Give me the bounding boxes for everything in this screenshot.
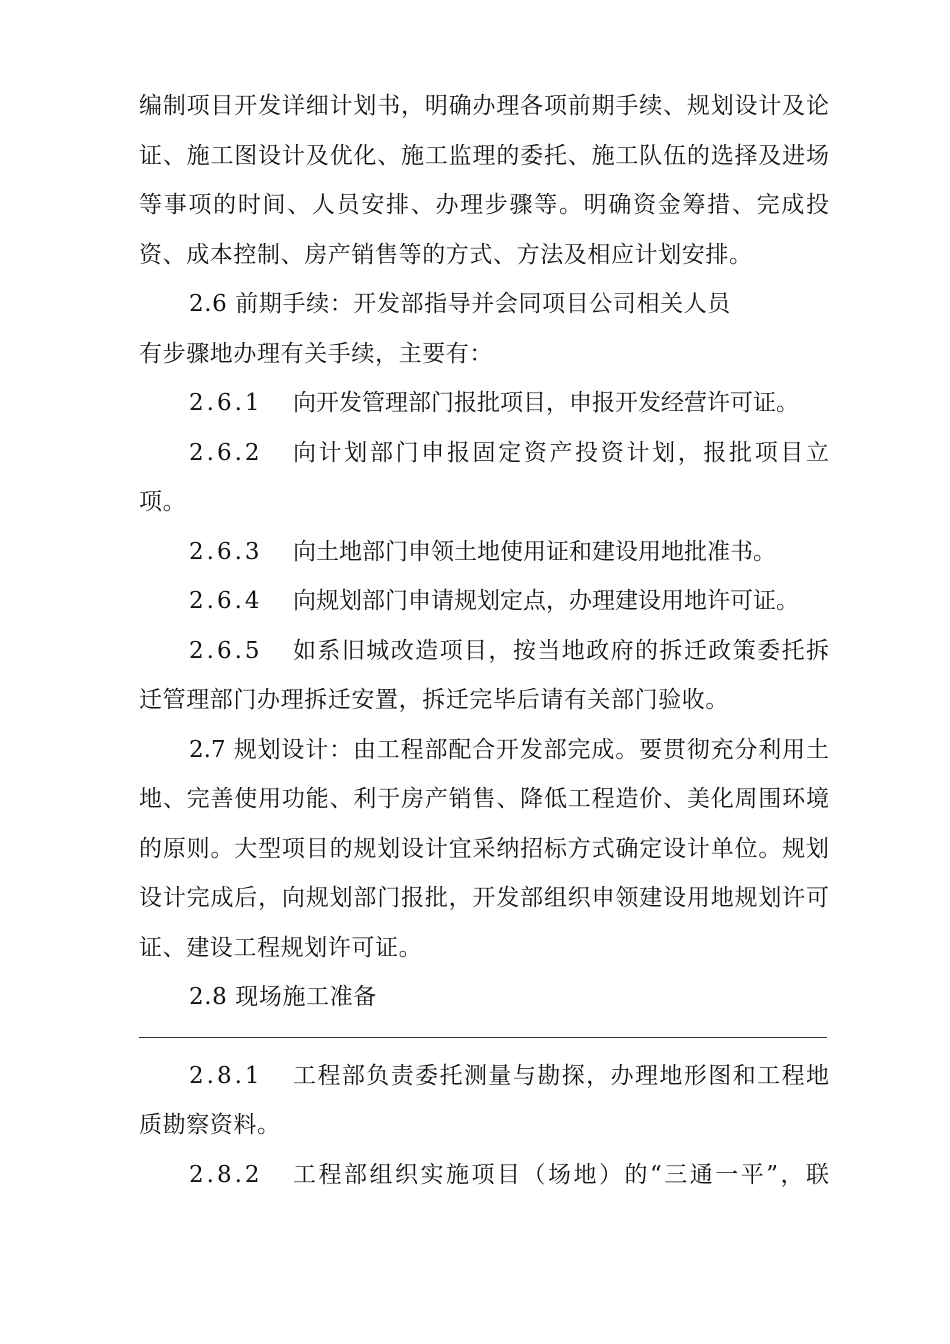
item-number: 2.6.4 bbox=[189, 588, 263, 614]
item-text: 向计划部门申报固定资产投资计划，报批项目立 bbox=[293, 439, 829, 466]
item-number: 2.6.5 bbox=[189, 637, 263, 664]
item-2-6-4 bbox=[139, 577, 829, 627]
item-2-8-2 bbox=[139, 1151, 829, 1201]
item-number: 2.6.1 bbox=[189, 390, 263, 416]
section-2-6-title: 2.6 前期手续：开发部指导并会同项目公司相关人员 bbox=[189, 291, 731, 317]
section-2-7-line: 的原则。大型项目的规划设计宜采纳招标方式确定设计单位。规划 bbox=[139, 835, 829, 862]
item-number: 2.8.1 bbox=[189, 1062, 263, 1089]
item-text: 工程部负责委托测量与勘探，办理地形图和工程地 bbox=[293, 1062, 829, 1089]
section-2-7-line: 设计完成后，向规划部门报批，开发部组织申领建设用地规划许可 bbox=[139, 885, 829, 911]
item-2-6-5 bbox=[139, 627, 829, 677]
paragraph-line: 资、成本控制、房产销售等的方式、方法及相应计划安排。 bbox=[139, 241, 753, 268]
item-2-6-2-continuation: 项。 bbox=[139, 489, 187, 515]
item-2-8-1-continuation: 质勘察资料。 bbox=[139, 1112, 281, 1138]
item-text: 向土地部门申领土地使用证和建设用地批准书。 bbox=[293, 538, 776, 565]
item-2-6-5-continuation: 迁管理部门办理拆迁安置，拆迁完毕后请有关部门验收。 bbox=[139, 687, 729, 713]
item-text: 如系旧城改造项目，按当地政府的拆迁政策委托拆 bbox=[293, 637, 829, 664]
paragraph-line: 等事项的时间、人员安排、办理步骤等。明确资金筹措、完成投 bbox=[139, 192, 829, 218]
horizontal-divider bbox=[139, 1037, 827, 1038]
document-page bbox=[139, 82, 829, 1200]
item-2-6-1 bbox=[139, 379, 829, 429]
paragraph-line: 编制项目开发详细计划书，明确办理各项前期手续、规划设计及论 bbox=[139, 93, 829, 119]
item-2-6-2 bbox=[139, 429, 829, 479]
item-text: 向规划部门申请规划定点，办理建设用地许可证。 bbox=[293, 588, 799, 614]
section-2-7-line: 2.7 规划设计：由工程部配合开发部完成。要贯彻充分利用土 bbox=[189, 736, 829, 763]
item-number: 2.6.2 bbox=[189, 439, 263, 466]
paragraph-line: 证、施工图设计及优化、施工监理的委托、施工队伍的选择及进场 bbox=[139, 142, 829, 169]
item-text: 工程部组织实施项目（场地）的“三通一平”，联 bbox=[293, 1161, 829, 1188]
item-number: 2.8.2 bbox=[189, 1161, 263, 1188]
item-number: 2.6.3 bbox=[189, 538, 263, 565]
section-2-7-line: 地、完善使用功能、利于房产销售、降低工程造价、美化周围环境 bbox=[139, 786, 829, 812]
section-2-7-line: 证、建设工程规划许可证。 bbox=[139, 934, 423, 961]
item-2-8-1 bbox=[139, 1052, 829, 1102]
item-2-6-3 bbox=[139, 528, 829, 578]
item-text: 向开发管理部门报批项目，申报开发经营许可证。 bbox=[293, 390, 799, 416]
section-2-8-title: 2.8 现场施工准备 bbox=[189, 984, 377, 1010]
section-2-6-continuation: 有步骤地办理有关手续，主要有： bbox=[139, 340, 493, 367]
